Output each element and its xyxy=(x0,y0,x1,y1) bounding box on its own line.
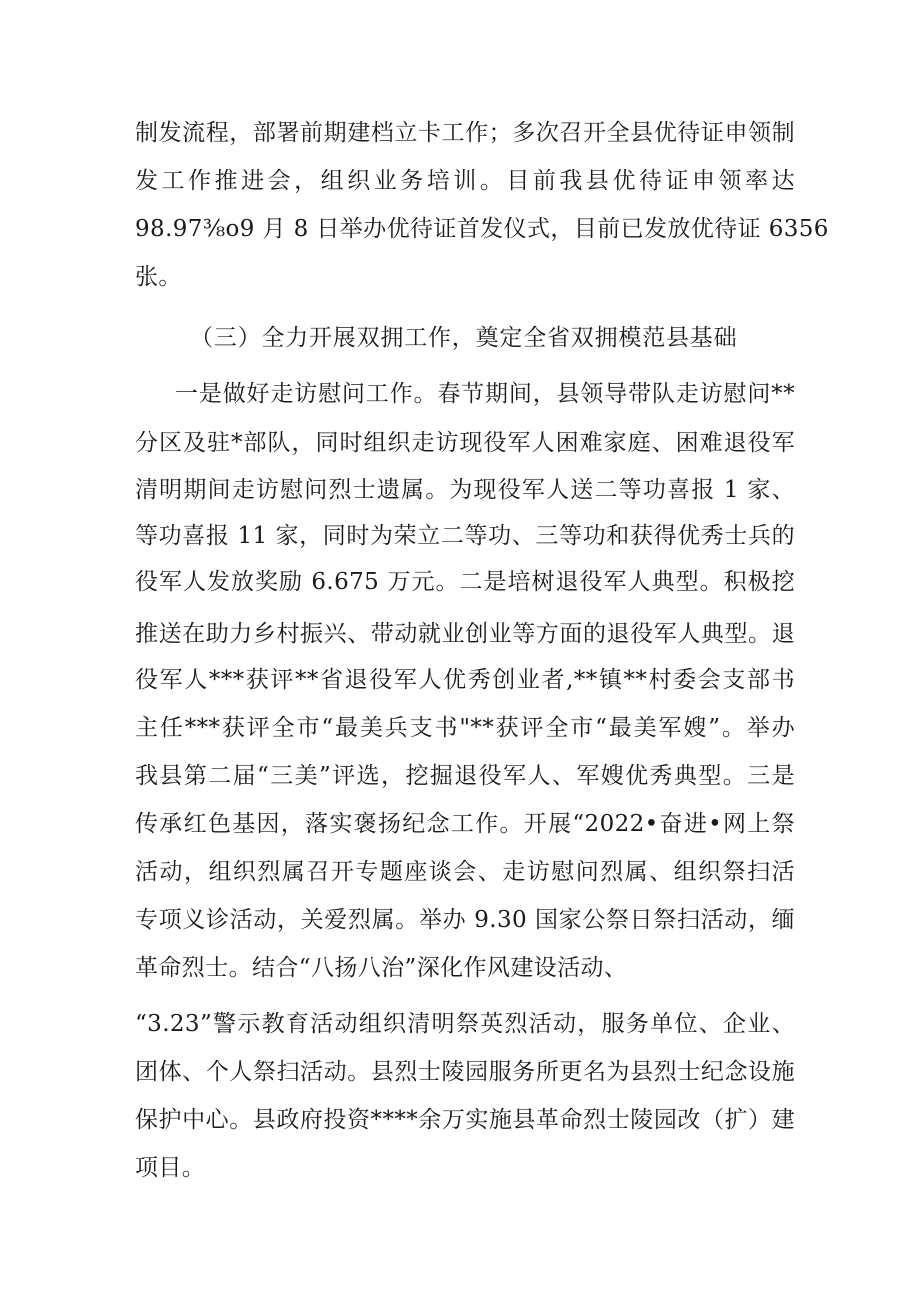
paragraph-2-line-7: 役军人***获评**省退役军人优秀创业者,**镇**村委会支部书 xyxy=(135,667,795,693)
paragraph-2-line-15: 团体、个人祭扫活动。县烈士陵园服务所更名为县烈士纪念设施 xyxy=(135,1059,795,1085)
paragraph-2-line-2: 分区及驻*部队，同时组织走访现役军人困难家庭、困难退役军 xyxy=(135,430,795,456)
section-heading: （三）全力开展双拥工作，奠定全省双拥模范县基础 xyxy=(190,325,738,351)
paragraph-2-line-14: “3.23”警示教育活动组织清明祭英烈活动，服务单位、企业、 xyxy=(135,1011,795,1037)
paragraph-2-line-11: 活动，组织烈属召开专题座谈会、走访慰问烈属、组织祭扫活 xyxy=(135,859,795,885)
paragraph-2-line-17: 项目。 xyxy=(135,1155,206,1181)
paragraph-2-line-13: 革命烈士。结合“八扬八治”深化作风建设活动、 xyxy=(135,955,628,981)
paragraph-2-line-9: 我县第二届“三美”评选，挖掘退役军人、军嫂优秀典型。三是 xyxy=(135,763,795,789)
paragraph-2-line-6: 推送在助力乡村振兴、带动就业创业等方面的退役军人典型。退 xyxy=(135,621,795,647)
paragraph-1-line-1: 制发流程，部署前期建档立卡工作；多次召开全县优待证申领制 xyxy=(135,120,795,146)
paragraph-1-line-4: 张。 xyxy=(135,264,182,290)
paragraph-2-line-12: 专项义诊活动，关爱烈属。举办 9.30 国家公祭日祭扫活动，缅 xyxy=(135,907,795,933)
paragraph-2-line-10: 传承红色基因，落实褒扬纪念工作。开展“2022•奋进•网上祭 xyxy=(135,811,795,837)
paragraph-2-line-16: 保护中心。县政府投资****余万实施县革命烈士陵园改（扩）建 xyxy=(135,1107,795,1133)
paragraph-2-line-4: 等功喜报 11 家，同时为荣立二等功、三等功和获得优秀士兵的 xyxy=(135,523,795,549)
paragraph-1-line-2: 发工作推进会，组织业务培训。目前我县优待证申领率达 xyxy=(135,168,795,194)
paragraph-2-line-5: 役军人发放奖励 6.675 万元。二是培树退役军人典型。积极挖 xyxy=(135,569,795,595)
paragraph-1-line-3: 98.97⅜o9 月 8 日举办优待证首发仪式，目前已发放优待证 6356 xyxy=(135,216,829,242)
paragraph-2-line-3: 清明期间走访慰问烈士遗属。为现役军人送二等功喜报 1 家、 xyxy=(135,477,795,503)
paragraph-2-line-8: 主任***获评全市“最美兵支书"**获评全市“最美军嫂”。举办 xyxy=(135,715,795,741)
paragraph-2-line-1: 一是做好走访慰问工作。春节期间，县领导带队走访慰问** xyxy=(175,381,795,407)
